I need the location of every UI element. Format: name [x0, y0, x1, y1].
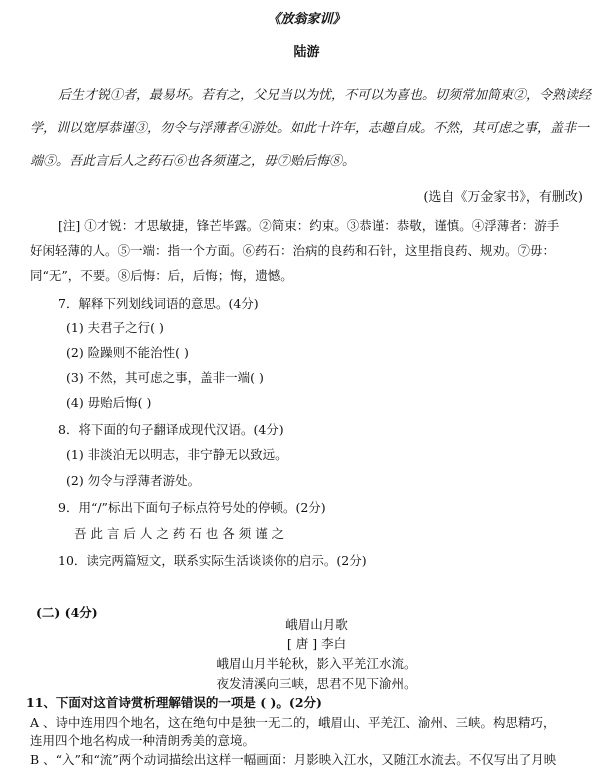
question-9-sentence: 吾 此 言 后 人 之 药 石 也 各 须 谨 之 [74, 526, 285, 541]
question-8-item: (2) 勿令与浮薄者游处。 [66, 473, 201, 488]
question-11-option: A 、诗中连用四个地名，这在绝句中是独一无二的，峨眉山、平羌江、渝州、三峡。构思精巧， [30, 715, 556, 730]
question-11-option: B 、“入”和“流”两个动词描绘出这样一幅画面：月影映入江水，又随江水流去。不仅写出了月映 [30, 752, 557, 767]
question-7-item: (3) 不然，其可虑之事，盖非一端( ) [66, 370, 264, 385]
notes-line: 同“无”，不要。⑧后悔：后，后悔；悔，遗憾。 [30, 268, 293, 283]
passage-line: 后生才锐①者，最易坏。若有之，父兄当以为忧，不可以为喜也。切须常加简束②，令熟读经 [58, 88, 592, 103]
poem-author: [ 唐 ] 李白 [286, 636, 347, 651]
question-11-option: 连用四个地名构成一种清朗秀美的意境。 [30, 733, 256, 748]
question-8: 8．将下面的句子翻译成现代汉语。(4分) [58, 422, 284, 437]
question-7-item: (1) 夫君子之行( ) [66, 320, 164, 335]
notes-line: [注] ①才锐：才思敏捷，锋芒毕露。②简束：约束。③恭谨：恭敬，谨慎。④浮薄者：游手 [58, 218, 560, 233]
poem-title: 峨眉山月歌 [285, 617, 348, 632]
source-note: (选自《万金家书》，有删改) [423, 190, 583, 205]
question-9: 9．用“/”标出下面句子标点符号处的停顿。(2分) [58, 500, 326, 515]
passage-title: 《放翁家训》 [267, 12, 346, 27]
question-10: 10．读完两篇短文，联系实际生活谈谈你的启示。(2分) [58, 553, 367, 568]
question-7-item: (2) 险躁则不能治性( ) [66, 345, 189, 360]
passage-line: 学，训以宽厚恭谨③，勿令与浮薄者④游处。如此十许年，志趣自成。不然，其可虑之事，盖非一 [30, 121, 590, 136]
poem-line: 夜发清溪向三峡，思君不见下渝州。 [216, 676, 417, 691]
question-8-item: (1) 非淡泊无以明志，非宁静无以致远。 [66, 447, 288, 462]
poem-line: 峨眉山月半轮秋，影入平羌江水流。 [216, 656, 417, 671]
question-7: 7．解释下列划线词语的意思。(4分) [58, 296, 259, 311]
question-11: 11、下面对这首诗赏析理解错误的一项是 ( )。(2分) [26, 695, 322, 710]
notes-line: 好闲轻薄的人。⑤一端：指一个方面。⑥药石：治病的良药和石针，这里指良药、规劝。⑦毋： [30, 243, 556, 258]
passage-author: 陆游 [293, 45, 320, 60]
section-2-heading: (二) (4分) [36, 605, 98, 620]
passage-line: 端⑤。吾此言后人之药石⑥也各须谨之，毋⑦贻后悔⑧。 [30, 154, 356, 169]
question-7-item: (4) 毋贻后悔( ) [66, 395, 152, 410]
